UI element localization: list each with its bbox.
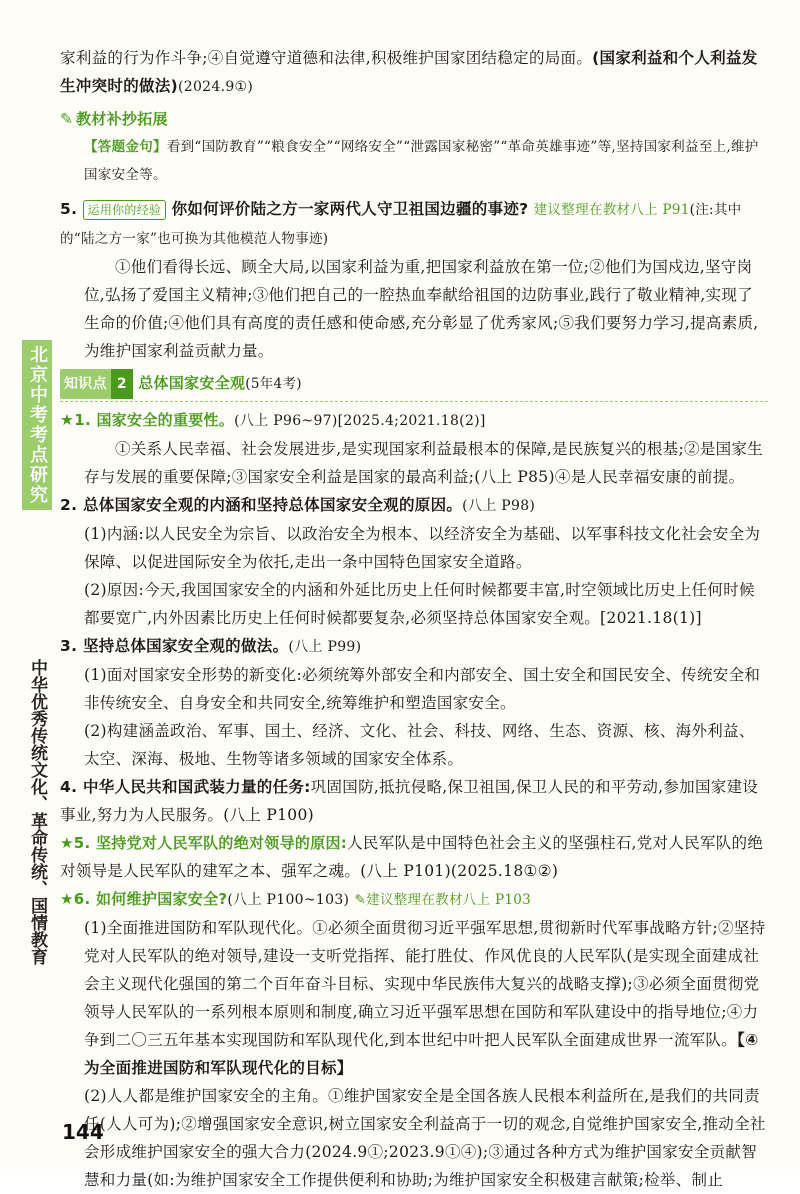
item-2-title [60,491,768,520]
top-paragraph-source: (2024.9①) [178,79,254,95]
knowledge-point-label: 知识点 [60,369,111,399]
supplement-title: 教材补抄拓展 [76,110,168,128]
item-6-a [60,914,768,1082]
pencil-icon: ✎ [60,110,74,128]
item-4-heading: 4. 中华人民共和国武装力量的任务: [60,778,311,796]
supplement-text: 看到“国防教育”“粮食安全”“网络安全”“泄露国家秘密”“革命英雄事迹”等,坚持国家利益至上,维护国家安全等。 [84,139,759,183]
supplement-header [60,105,768,133]
item-6-a-bold: 【④为全面推进国防和军队现代化的目标】 [84,1031,759,1077]
top-paragraph [60,44,768,101]
item-6-tip: 建议整理在教材八上 P103 [366,892,531,908]
knowledge-point-title: 总体国家安全观 [138,374,246,392]
item-5 [60,829,768,885]
item-1-text: ①关系人民幸福、社会发展进步,是实现国家利益最根本的保障,是民族复兴的根基;②是国家生存与发展的重要保障;③国家安全利益是国家的最高利益;(八上 P85)④是人民幸福安康的前提。 [84,440,763,486]
q5-note: (注:其中的“陆之方一家”也可换为其他模范人物事迹) [60,202,742,247]
supplement-label: 【答题金句】 [84,139,167,155]
item-3-heading: 3. 坚持总体国家安全观的做法。 [60,637,289,655]
top-paragraph-text: 家利益的行为作斗争;④自觉遵守道德和法律,积极维护国家团结稳定的局面。 [60,49,593,67]
item-1-heading: 1. 国家安全的重要性。 [74,411,235,429]
supplement-body [60,133,768,189]
sidebar [22,340,52,1110]
item-3-b: (2)构建涵盖政治、军事、国土、经济、文化、社会、科技、网络、生态、资源、核、海外利益、太空、深海、极地、生物等诸多领域的国家安全体系。 [84,722,755,768]
item-3-a: (1)面对国家安全形势的新变化:必须统筹外部安全和内部安全、国土安全和国民安全、传统安全和非传统安全、自身安全和共同安全,统筹维护和塑造国家安全。 [84,666,761,712]
q5-question [60,195,768,253]
item-3-title [60,632,768,661]
item-2-source: (八上 P98) [462,498,536,514]
q5-question-text: 你如何评价陆之方一家两代人守卫祖国边疆的事迹? [171,200,529,218]
item-4-text: 巩固国防,抵抗侵略,保卫祖国,保卫人民的和平劳动,参加国家建设事业,努力为人民服务。(八上 P100) [60,778,759,824]
item-6-heading: ★6. 如何维护国家安全? [60,890,228,908]
item-2-a: (1)内涵:以人民安全为宗旨、以政治安全为根本、以经济安全为基础、以军事科技文化社会安全为保障、以促进国际安全为依托,走出一条中国特色国家安全道路。 [84,525,761,571]
item-5-heading: ★5. 坚持党对人民军队的绝对领导的原因: [60,834,348,852]
knowledge-point-header [60,369,768,402]
item-3-source: (八上 P99) [288,639,362,655]
q5-answer: ①他们看得长远、顾全大局,以国家利益为重,把国家利益放在第一位;②他们为国戍边,坚守岗位,弘扬了爱国主义精神;③他们把自己的一腔热血奉献给祖国的边防事业,践行了敬业精神,实现了生命的价值;④他们具有高度的责任感和使命感,充分彰显了优秀家风;⑤我们要努力学习,提高素质,为维护国家利益贡献力量。 [84,258,759,360]
item-6-source: (八上 P100~103) [227,892,350,908]
item-2-b: (2)原因:今天,我国国家安全的内涵和外延比历史上任何时候都要丰富,时空领域比历史上任何时候都要宽广,内外因素比历史上任何时候都要复杂,必须坚持总体国家安全观。[2021.18(1)] [84,581,755,627]
pencil-icon: ✎ [354,892,367,908]
item-1-title [60,406,768,435]
top-paragraph-bold: (国家利益和个人利益发生冲突时的做法) [60,49,758,95]
q5-number: 5. [60,200,78,218]
item-2-heading: 2. 总体国家安全观的内涵和坚持总体国家安全观的原因。 [60,496,463,514]
item-6-a-text: (1)全面推进国防和军队现代化。①必须全面贯彻习近平强军思想,贯彻新时代军事战略方针;②坚持党对人民军队的绝对领导,建设一支听党指挥、能打胜仗、作风优良的人民军队(是实现全面建成社会主义现代化强国的第二个百年奋斗目标、实现中华民族伟大复兴的战略支撑);③必须全面贯彻党领导人民军队的一系列根本原则和制度,确立习近平强军思想在国防和军队建设中的指导地位;④力争到二〇三五年基本实现国防和军队现代化,到本世纪中叶把人民军队全面建成世界一流军队。 [84,919,766,1049]
knowledge-point-number: 2 [111,369,133,399]
star-icon: ★ [60,411,75,429]
item-6-b: (2)人人都是维护国家安全的主角。①维护国家安全是全国各族人民根本利益所在,是我们的共同责任(人人可为);②增强国家安全意识,树立国家安全利益高于一切的观念,自觉维护国家安全,推动全社会形成维护国家安全的强大合力(2024.9①;2023.9①④);③通过各种方式为维护国家安全贡献智慧和力量(如:为维护国家安全工作提供便利和协助;为维护国家安全积极建言献策;检举、制止 [84,1087,766,1189]
item-6-title [60,885,768,914]
page-number: 144 [62,1120,104,1144]
q5-tip: 建议整理在教材八上 P91 [533,202,690,218]
knowledge-point-count: (5年4考) [245,376,302,392]
experience-tag: 运用你的经验 [83,200,167,220]
item-5-text: 人民军队是中国特色社会主义的坚强柱石,党对人民军队的绝对领导是人民军队的建军之本、强军之魂。(八上 P101)(2025.18①②) [60,834,764,880]
sidebar-section-label: 北京中考考点研究 [22,340,52,510]
item-6-tip-wrap [355,892,531,908]
main-content [60,44,768,1194]
sidebar-chapter-label: 中华优秀传统文化、革命传统、国情教育 [27,659,47,965]
item-4 [60,773,768,829]
item-1-source: (八上 P96~97)[2025.4;2021.18(2)] [234,413,486,429]
